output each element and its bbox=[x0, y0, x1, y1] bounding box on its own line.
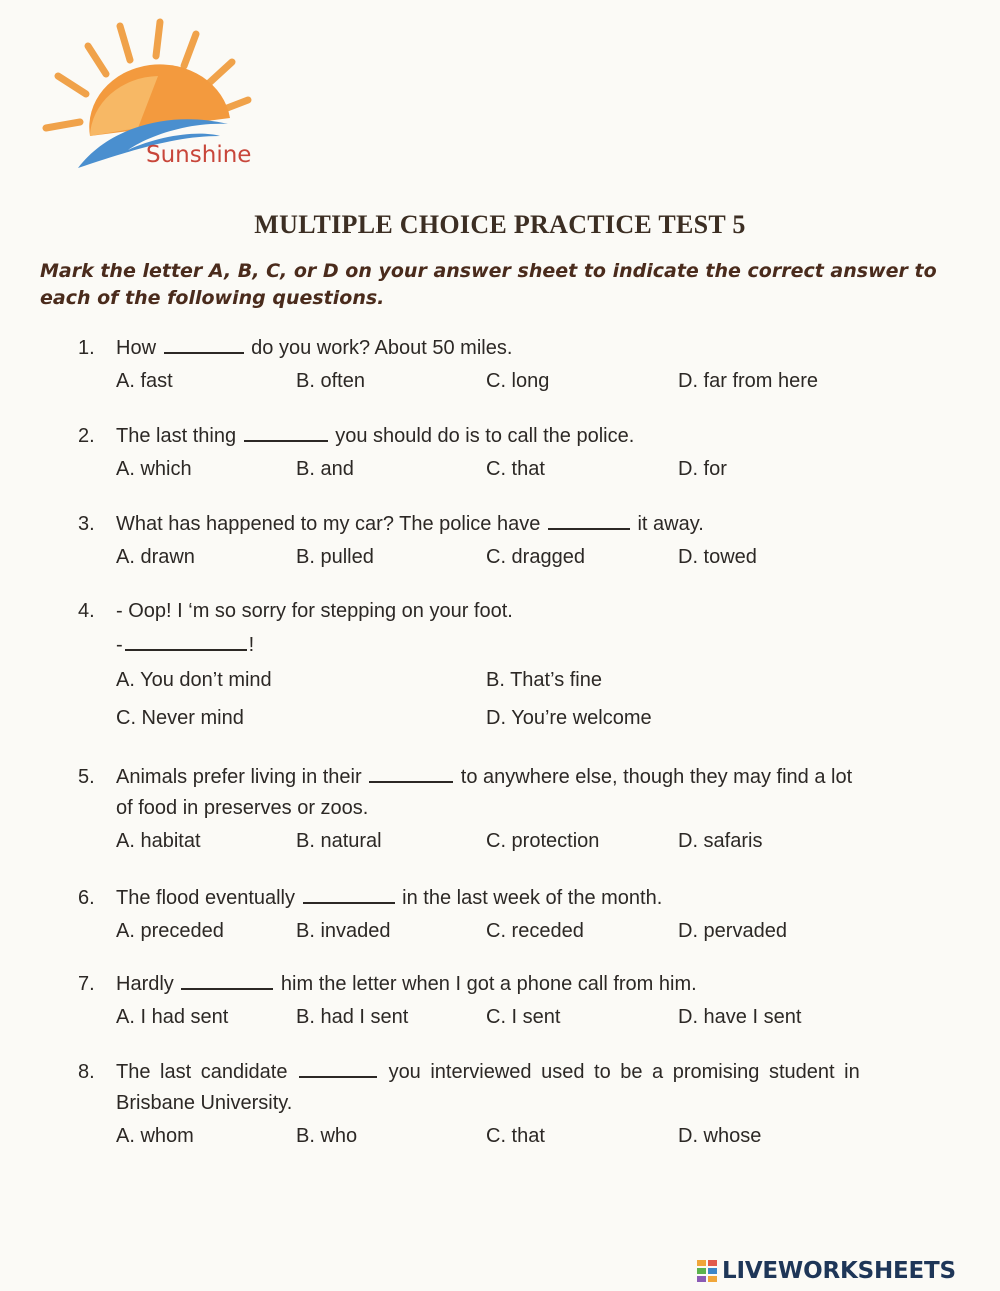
answer-blank[interactable] bbox=[299, 1060, 377, 1078]
question-stem: Animals prefer living in their to anywhere else, though they may find a lot bbox=[116, 766, 853, 788]
option-a[interactable]: A. whom bbox=[116, 1125, 194, 1147]
options bbox=[78, 458, 958, 492]
option-b[interactable]: B. natural bbox=[296, 830, 382, 852]
answer-blank[interactable] bbox=[548, 512, 630, 530]
instructions: Mark the letter A, B, C, or D on your answer sheet to indicate the correct answer to each of the following questions. bbox=[40, 260, 937, 309]
option-d[interactable]: D. pervaded bbox=[678, 920, 787, 942]
option-c[interactable]: C. Never mind bbox=[116, 707, 244, 729]
answer-blank[interactable] bbox=[244, 424, 328, 442]
question-7 bbox=[78, 972, 958, 1040]
question-3 bbox=[78, 512, 958, 580]
question-stem: How do you work? About 50 miles. bbox=[116, 337, 513, 359]
answer-blank[interactable] bbox=[164, 336, 244, 354]
option-c[interactable]: C. protection bbox=[486, 830, 600, 852]
option-c[interactable]: C. receded bbox=[486, 920, 584, 942]
option-c[interactable]: C. long bbox=[486, 370, 550, 392]
option-d[interactable]: D. have I sent bbox=[678, 1006, 802, 1028]
option-c[interactable]: C. that bbox=[486, 458, 545, 480]
option-c[interactable]: C. dragged bbox=[486, 546, 585, 568]
option-a[interactable]: A. drawn bbox=[116, 546, 195, 568]
question-5 bbox=[78, 765, 958, 864]
question-number: 8. bbox=[78, 1061, 95, 1083]
question-stem-continued: of food in preserves or zoos. bbox=[116, 797, 369, 819]
options bbox=[78, 1006, 958, 1040]
answer-blank[interactable] bbox=[181, 972, 273, 990]
options bbox=[78, 546, 958, 580]
option-a[interactable]: A. You don’t mind bbox=[116, 669, 272, 691]
question-number: 1. bbox=[78, 337, 95, 359]
options bbox=[78, 370, 958, 404]
answer-blank[interactable] bbox=[369, 765, 453, 783]
answer-blank[interactable] bbox=[125, 633, 247, 651]
option-a[interactable]: A. which bbox=[116, 458, 192, 480]
question-stem: What has happened to my car? The police have it away. bbox=[116, 513, 704, 535]
option-d[interactable]: D. for bbox=[678, 458, 727, 480]
question-8 bbox=[78, 1060, 958, 1159]
options bbox=[78, 830, 958, 864]
liveworksheets-text: LIVEWORKSHEETS bbox=[722, 1258, 956, 1284]
liveworksheets-watermark bbox=[697, 1256, 956, 1286]
option-b[interactable]: B. That’s fine bbox=[486, 669, 602, 691]
option-b[interactable]: B. often bbox=[296, 370, 365, 392]
question-1 bbox=[78, 336, 958, 404]
option-c[interactable]: C. that bbox=[486, 1125, 545, 1147]
answer-blank[interactable] bbox=[303, 886, 395, 904]
option-a[interactable]: A. preceded bbox=[116, 920, 224, 942]
question-stem: Hardly him the letter when I got a phone call from him. bbox=[116, 973, 697, 995]
question-stem: The last thing you should do is to call the police. bbox=[116, 425, 635, 447]
question-4 bbox=[78, 600, 958, 741]
option-c[interactable]: C. I sent bbox=[486, 1006, 561, 1028]
options bbox=[78, 707, 958, 741]
option-d[interactable]: D. whose bbox=[678, 1125, 762, 1147]
brand-name: Sunshine bbox=[146, 142, 252, 168]
option-a[interactable]: A. habitat bbox=[116, 830, 201, 852]
liveworksheets-logo-icon bbox=[697, 1260, 717, 1282]
options bbox=[78, 1125, 958, 1159]
question-2 bbox=[78, 424, 958, 492]
question-6 bbox=[78, 886, 958, 954]
question-stem-continued: Brisbane University. bbox=[116, 1092, 293, 1114]
options bbox=[78, 669, 958, 703]
question-number: 3. bbox=[78, 513, 95, 535]
question-stem: The last candidate you interviewed used to be a promising student in bbox=[116, 1061, 860, 1083]
response-line: - ! bbox=[116, 634, 255, 656]
option-b[interactable]: B. had I sent bbox=[296, 1006, 409, 1028]
option-a[interactable]: A. fast bbox=[116, 370, 173, 392]
option-d[interactable]: D. towed bbox=[678, 546, 757, 568]
question-stem: The flood eventually in the last week of the month. bbox=[116, 887, 663, 909]
option-b[interactable]: B. and bbox=[296, 458, 354, 480]
option-d[interactable]: D. You’re welcome bbox=[486, 707, 652, 729]
question-number: 2. bbox=[78, 425, 95, 447]
question-number: 6. bbox=[78, 887, 95, 909]
question-number: 7. bbox=[78, 973, 95, 995]
page-title: MULTIPLE CHOICE PRACTICE TEST 5 bbox=[254, 210, 746, 239]
question-number: 4. bbox=[78, 600, 95, 622]
option-d[interactable]: D. safaris bbox=[678, 830, 763, 852]
question-stem: - Oop! I ‘m so sorry for stepping on your foot. bbox=[116, 600, 513, 622]
option-b[interactable]: B. pulled bbox=[296, 546, 374, 568]
option-b[interactable]: B. invaded bbox=[296, 920, 391, 942]
option-a[interactable]: A. I had sent bbox=[116, 1006, 229, 1028]
options bbox=[78, 920, 958, 954]
option-d[interactable]: D. far from here bbox=[678, 370, 819, 392]
question-number: 5. bbox=[78, 766, 95, 788]
option-b[interactable]: B. who bbox=[296, 1125, 358, 1147]
